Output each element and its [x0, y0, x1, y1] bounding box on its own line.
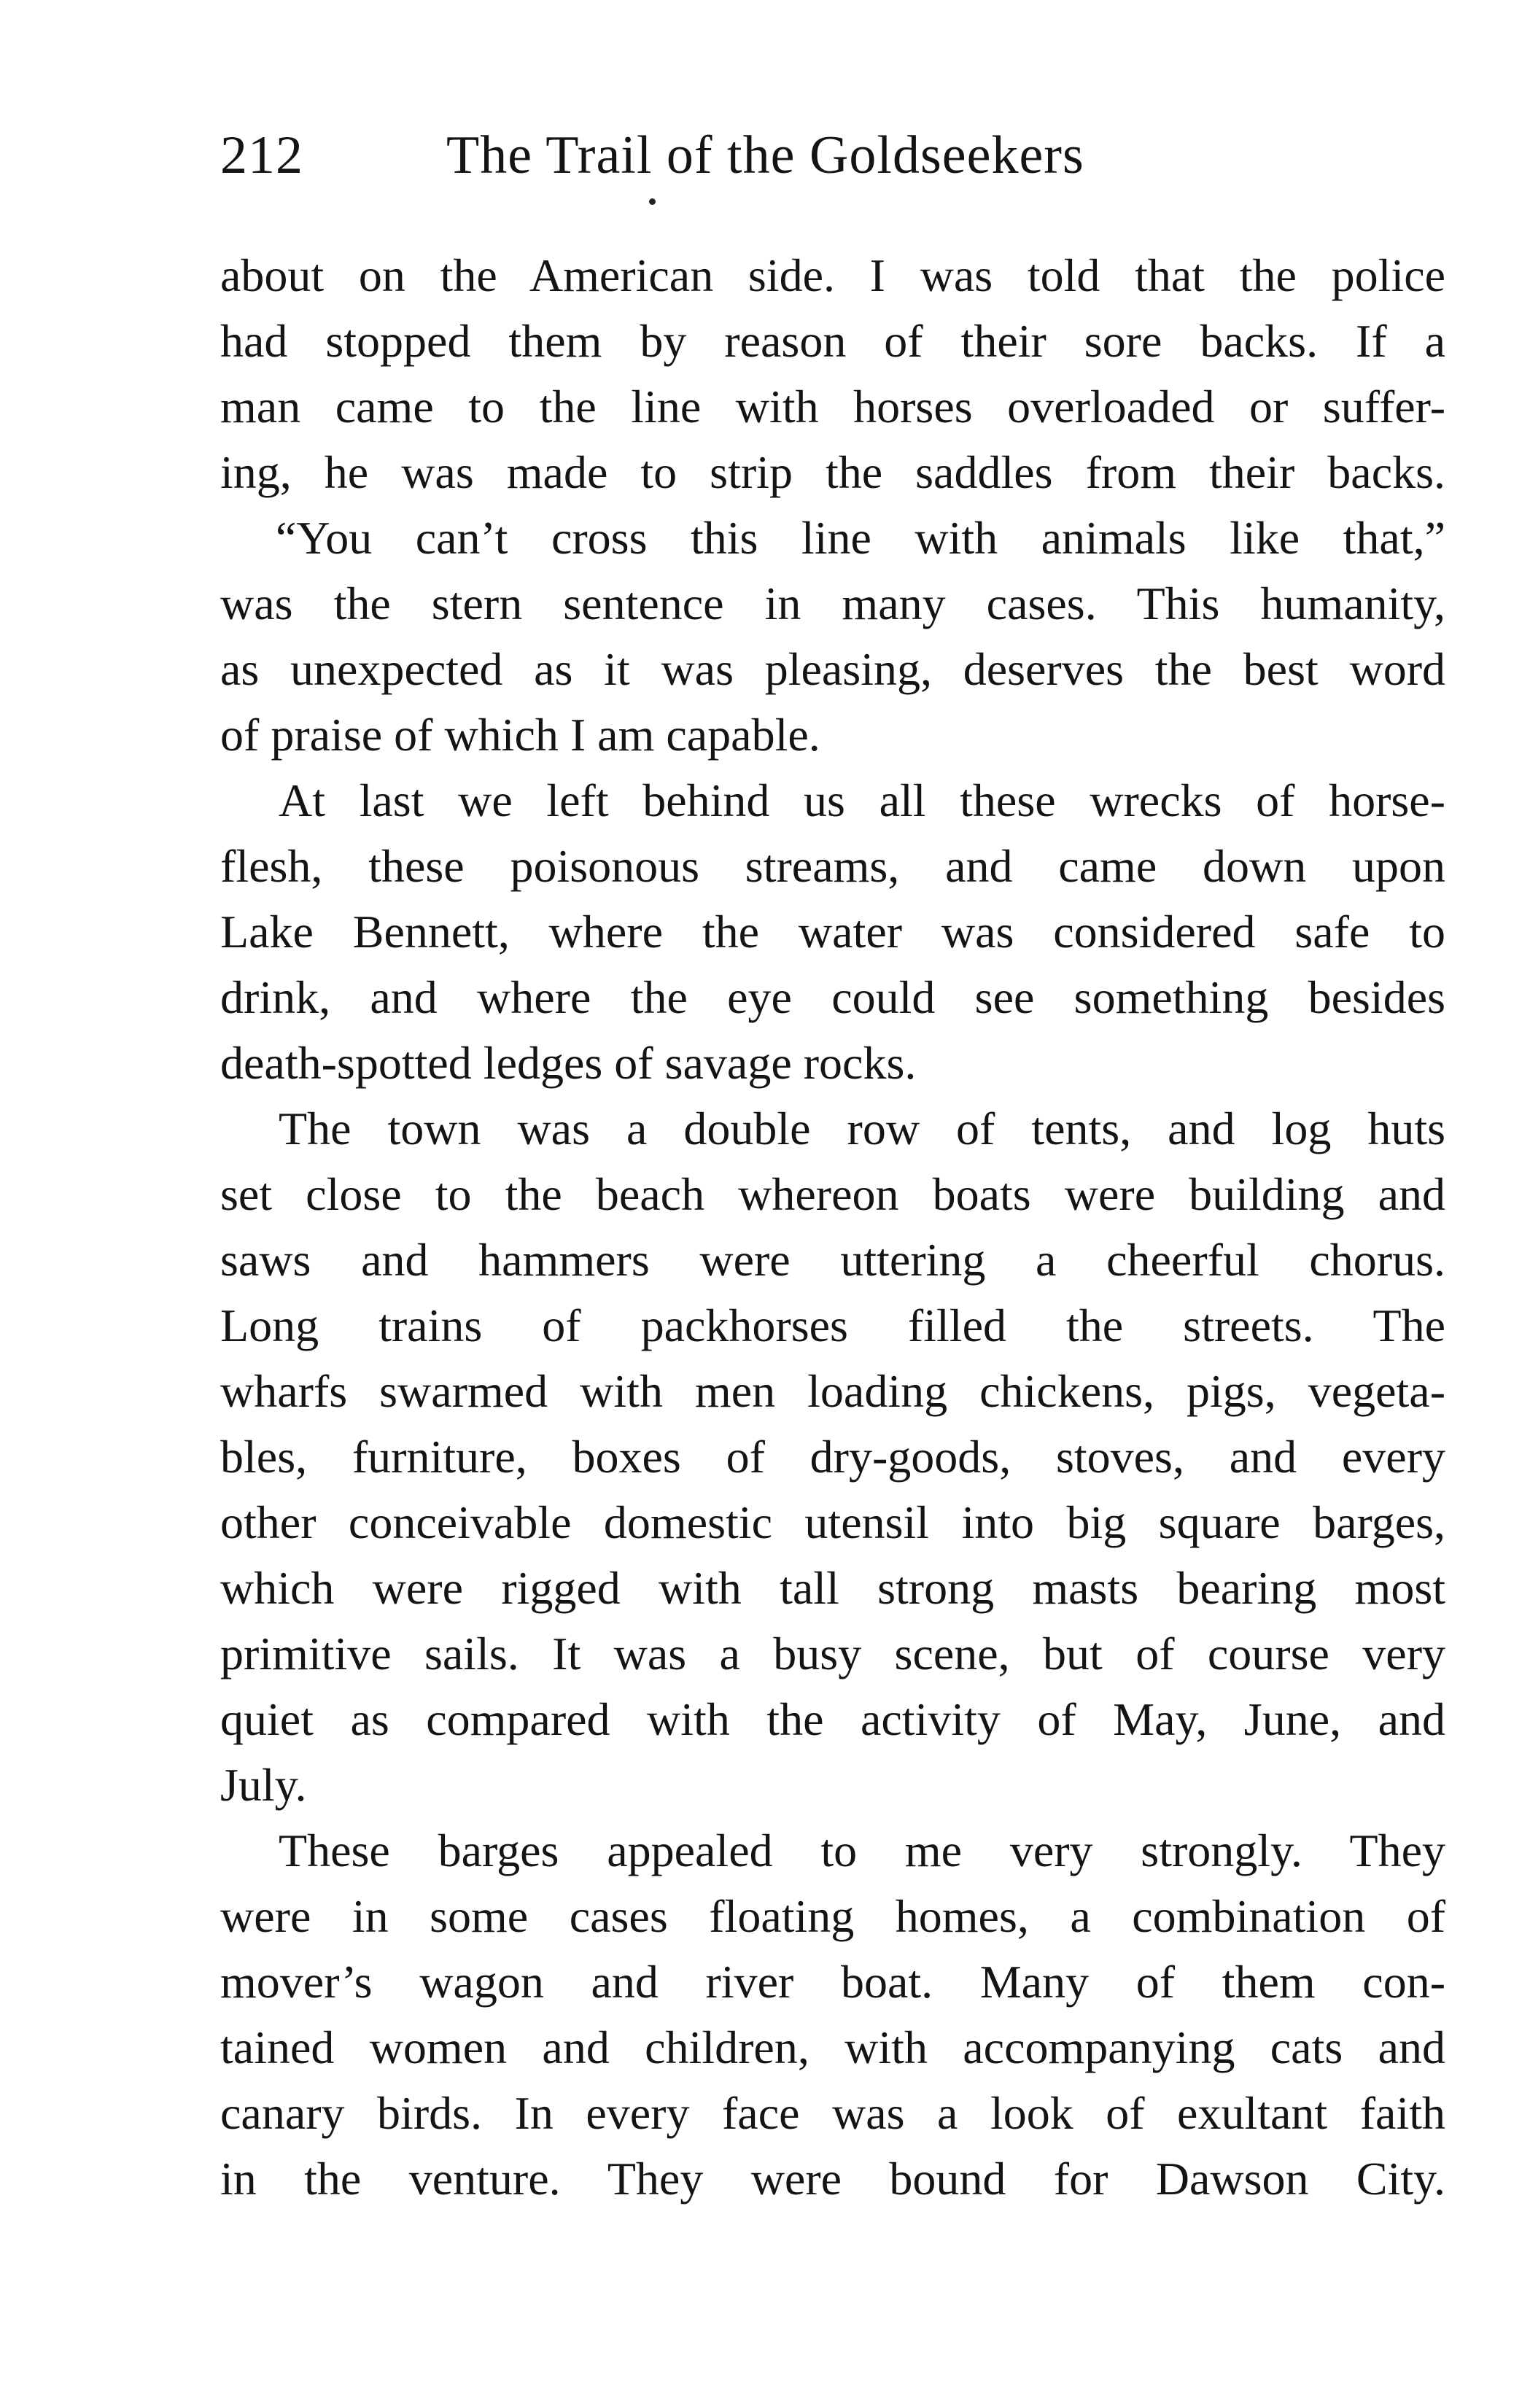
text-line: saws and hammers were uttering a cheerful chorus.: [220, 1234, 1445, 1286]
text-line: in the venture. They were bound for Dawson City.: [220, 2153, 1445, 2205]
text-line: of praise of which I am capable.: [220, 709, 820, 761]
text-line: At last we left behind us all these wrecks of horse-: [279, 774, 1445, 826]
text-line: man came to the line with horses overloaded or suffer-: [220, 381, 1445, 432]
text-line: tained women and children, with accompanying cats and: [220, 2021, 1445, 2073]
text-line: flesh, these poisonous streams, and came down upon: [220, 840, 1445, 892]
running-title: The Trail of the Goldseekers: [446, 125, 1084, 185]
text-line: had stopped them by reason of their sore backs. If a: [220, 315, 1445, 367]
text-line: other conceivable domestic utensil into big square barges,: [220, 1496, 1445, 1548]
text-line: were in some cases floating homes, a combination of: [220, 1890, 1445, 1942]
text-line: The town was a double row of tents, and log huts: [279, 1103, 1445, 1154]
text-line: was the stern sentence in many cases. This humanity,: [220, 578, 1445, 629]
running-head: [220, 123, 1445, 188]
text-line: quiet as compared with the activity of May, June, and: [220, 1693, 1445, 1745]
text-line: wharfs swarmed with men loading chickens, pigs, vegeta-: [220, 1365, 1445, 1417]
body-text: [220, 243, 1445, 2212]
text-line: Long trains of packhorses filled the streets. The: [220, 1300, 1445, 1351]
page-number: 212: [220, 125, 303, 185]
text-line: which were rigged with tall strong masts bearing most: [220, 1562, 1445, 1614]
text-line: set close to the beach whereon boats were building and: [220, 1168, 1445, 1220]
text-line: mover’s wagon and river boat. Many of them con-: [220, 1956, 1445, 2008]
text-line: ing, he was made to strip the saddles from their backs.: [220, 446, 1445, 498]
text-line: primitive sails. It was a busy scene, but of course very: [220, 1628, 1445, 1679]
print-speck: [649, 198, 656, 205]
text-line: July.: [220, 1759, 307, 1811]
text-line: These barges appealed to me very strongly. They: [279, 1825, 1445, 1876]
text-line: Lake Bennett, where the water was considered safe to: [220, 906, 1445, 958]
text-line: death-spotted ledges of savage rocks.: [220, 1037, 917, 1089]
text-line: drink, and where the eye could see something besides: [220, 971, 1445, 1023]
text-line: as unexpected as it was pleasing, deserves the best word: [220, 643, 1445, 695]
text-line: about on the American side. I was told that the police: [220, 249, 1445, 301]
text-line: “You can’t cross this line with animals like that,”: [276, 512, 1445, 564]
text-line: bles, furniture, boxes of dry-goods, stoves, and every: [220, 1431, 1445, 1483]
text-line: canary birds. In every face was a look of exultant faith: [220, 2087, 1445, 2139]
